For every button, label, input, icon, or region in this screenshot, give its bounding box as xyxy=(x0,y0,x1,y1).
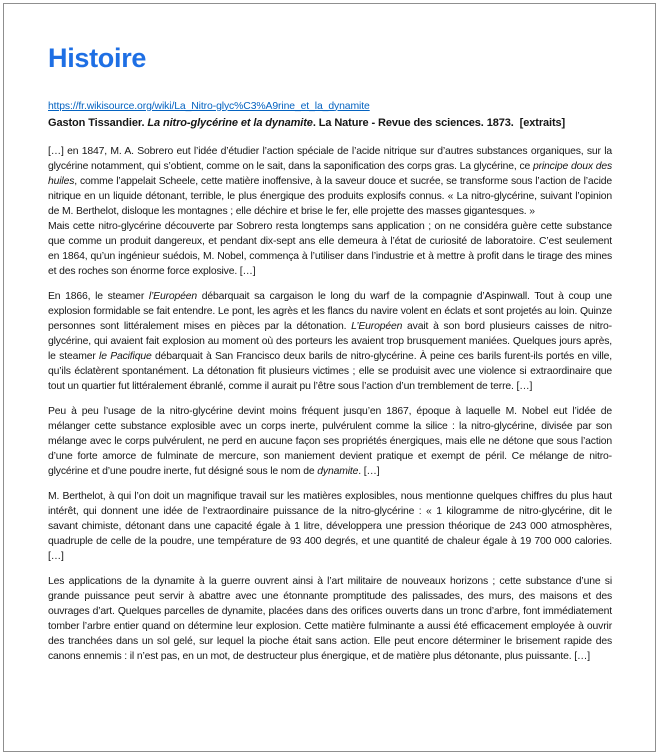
text-run: débarquait à San Francisco deux barils de nitro-glycérine. À peine ces barils furent-ils portés en ville, qu’ils éclatèrent spontanément. La détonation fit plusieurs victimes ; elle se produisit avec une violence si extraordinaire que tout un quartier fut littéralement ébranlé, comme il aurait pu l’être sous l’action d’un tremblement de terre. […] xyxy=(48,350,613,392)
article-body xyxy=(48,144,612,664)
document-content xyxy=(4,4,655,664)
text-run: dynamite xyxy=(317,465,359,477)
text-run: l’Européen xyxy=(148,290,198,302)
text-run: […] en 1847, M. A. Sobrero eut l’idée d’étudier l’action spéciale de l’acide nitrique sur d’autres substances organiques, sur la glycérine notamment, qui s’obtient, comme on le sait, dans la saponification des corps gras. La glycérine, ce xyxy=(48,145,612,172)
text-run: Peu à peu l’usage de la nitro-glycérine devint moins fréquent jusqu’en 1867, époque à laquelle M. Nobel eut l’idée de mélanger cette substance explosible avec un corps inerte, pulvérulent comme la silice : la nitro-glycérine, divisée par son mélange avec le corps pulvérulent, ne perd en aucune façon ses propriétés énergiques, mais elle ne détone que sous l’action d’une forte amorce de fulminate de mercure, son maniement devient pratique et exempt de péril. Ce mélange de nitro-glycérine et d’une poudre inerte, fut désigné sous le nom de xyxy=(48,405,612,477)
source-link[interactable]: https://fr.wikisource.org/wiki/La_Nitro-glyc%C3%A9rine_et_la_dynamite xyxy=(48,100,370,112)
text-run: principe doux des huiles xyxy=(48,160,612,187)
paragraph-applications-guerre xyxy=(48,574,612,664)
text-run: . La Nature - Revue des sciences. 1873. [extraits] xyxy=(312,116,566,129)
text-run: Gaston Tissandier. xyxy=(48,116,148,129)
page-title: Histoire xyxy=(48,43,147,73)
text-run: Mais cette nitro-glycérine découverte par Sobrero resta longtemps sans application ; on ne considéra guère cette substance que comme un produit dangereux, et pendant dix-sept ans elle demeura à l’état de curiosité de laboratoire. C’est seulement en 1864, qu’un ingénieur suédois, M. Nobel, commença à l’utiliser dans l’industrie et à mettre à profit dans le tirage des mines et des roches son énorme force explosive. […] xyxy=(48,220,612,277)
text-run: , comme l’appelait Scheele, cette matière inoffensive, à la saveur douce et sucrée, se transforme sous l’action de l’acide nitrique en un liquide détonant, terrible, le plus énergique des produits explosifs connus. « La nitro-glycérine, suivant l’opinion de M. Berthelot, disloque les montagnes ; elle déchire et brise le fer, elle projette des masses gigantesques. » xyxy=(48,175,612,217)
paragraph-1866-accidents xyxy=(48,289,612,394)
text-run: avait à son bord plusieurs caisses de nitro-glycérine, qui avaient fait explosion au moment où des porteurs les avaient trop brusquement maniées. Quelques jours après, le steamer xyxy=(48,320,612,362)
text-run: M. Berthelot, à qui l’on doit un magnifique travail sur les matières explosibles, nous mentionne quelques chiffres du plus haut intérêt, qui donnent une idée de l’extraordinaire puissance de la nitro-glycérine : « 1 kilogramme de nitro-glycérine, dit le savant chimiste, détonant dans une capacité égale à 1 litre, développera une pression théorique de 243 000 atmosphères, quadruple de celle de la poudre, une température de 93 400 degrés, et une quantité de chaleur égale à 19 700 000 calories. […] xyxy=(48,490,612,562)
text-run: L’Européen xyxy=(351,320,403,332)
text-run: En 1866, le steamer xyxy=(48,290,149,302)
text-run: le Pacifique xyxy=(99,350,152,362)
document-page xyxy=(3,3,656,752)
paragraph-nobel-1864 xyxy=(48,219,612,279)
text-run: La nitro-glycérine et la dynamite xyxy=(147,116,313,129)
text-run: débarquait sa cargaison le long du warf de la compagnie d’Aspinwall. Tout à coup une explosion formidable se fait entendre. Le pont, les agrès et les flancs du navire volent en éclats et sont projetés au loin. Quinze personnes sont littéralement mises en pièces par la détonation. xyxy=(48,290,612,332)
paragraph-berthelot-chiffres xyxy=(48,489,612,564)
text-run: . […] xyxy=(358,465,380,477)
paragraph-invention-dynamite xyxy=(48,404,612,479)
text-run: Les applications de la dynamite à la guerre ouvrent ainsi à l’art militaire de nouveaux horizons ; cette substance d’une si grande puissance peut servir à abattre avec une étonnante promptitude des palissades, des murs, des maisons et des ouvrages d’art. Quelques parcelles de dynamite, placées dans des orifices ouverts dans un tronc d’arbre, font immédiatement tomber l’arbre entier quand on détermine leur explosion. Cette matière fulminante a aussi été efficacement employée à ouvrir des tranchées dans un sol gelé, sur lequel la pioche était sans action. Elle peut encore déterminer le brisement rapide des canons ennemis : il n’est pas, en un mot, de destructeur plus énergique, et de matière plus détonante, plus puissante. […] xyxy=(48,575,612,662)
paragraph-1847-sobrero xyxy=(48,144,612,219)
citation-line xyxy=(48,115,612,131)
